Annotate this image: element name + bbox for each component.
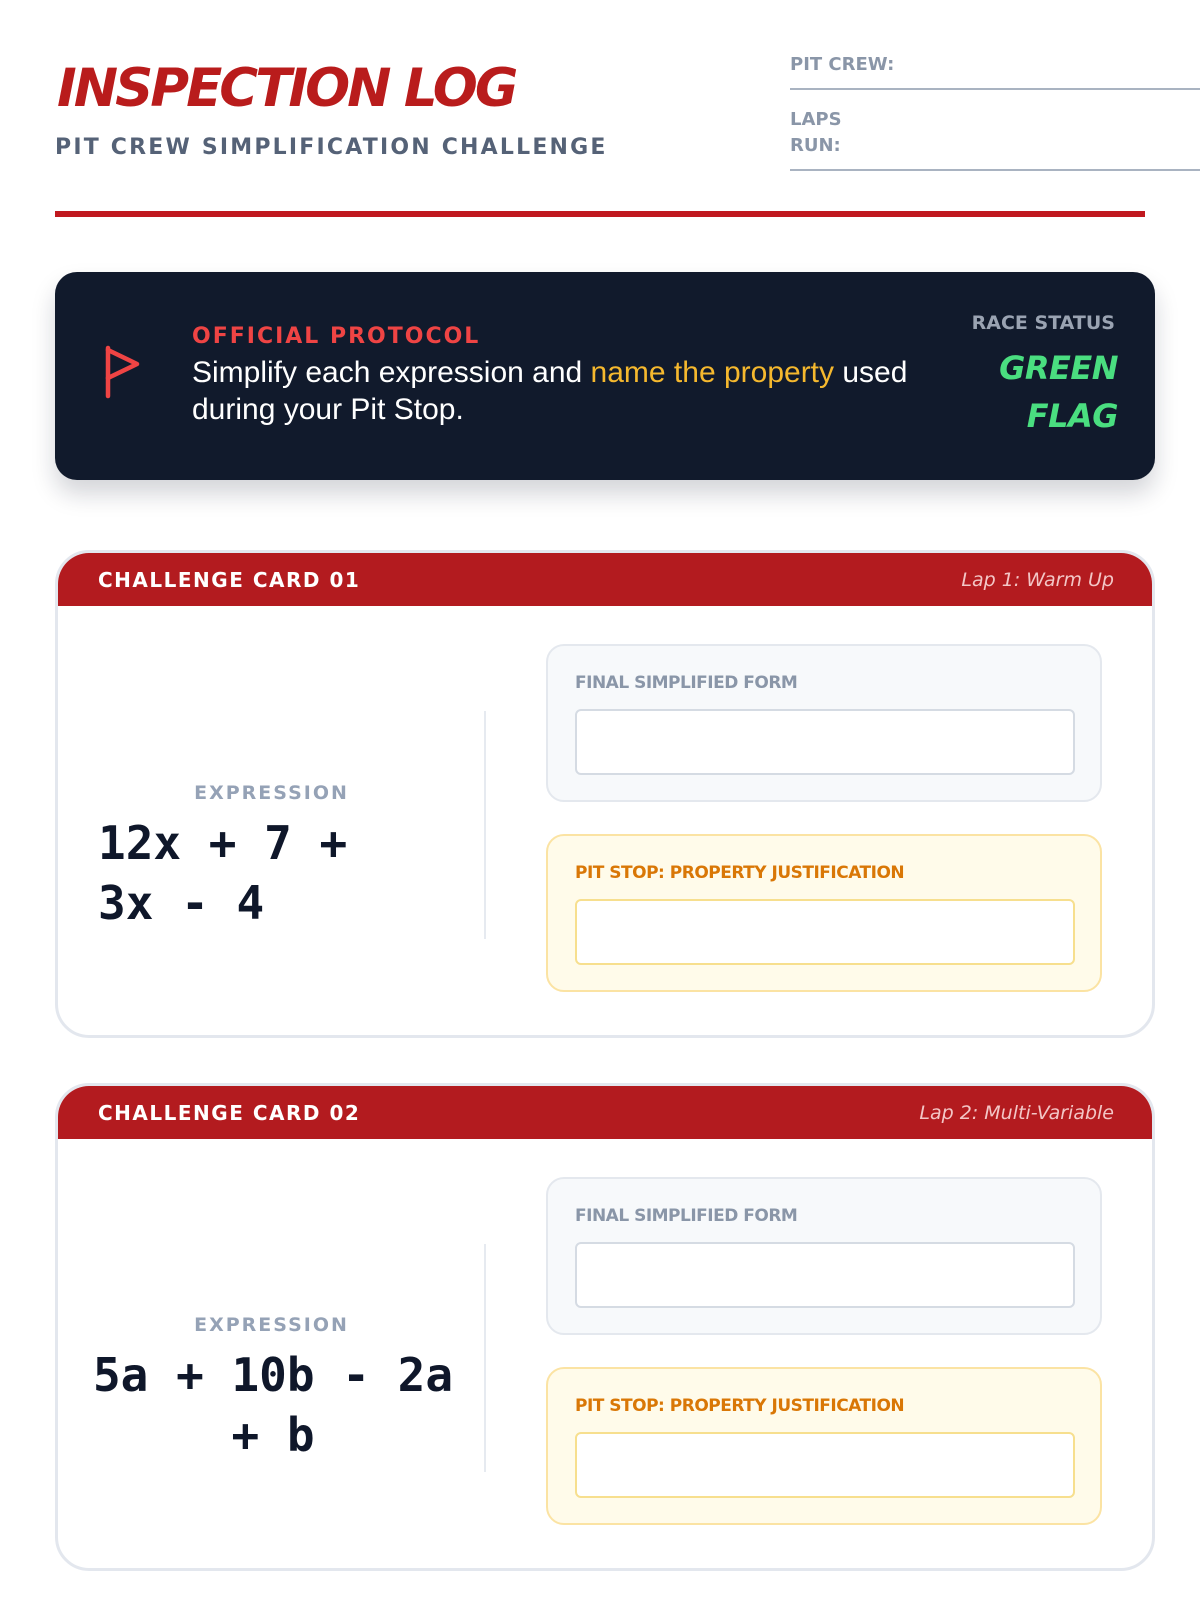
laps-run-label: LAPS RUN: <box>790 109 842 156</box>
final-form-panel <box>546 644 1102 802</box>
protocol-instructions <box>192 354 912 428</box>
challenge-card-02 <box>55 1083 1155 1571</box>
pit-crew-field[interactable] <box>790 52 1200 90</box>
final-form-panel <box>546 1177 1102 1335</box>
protocol-banner <box>55 272 1155 480</box>
race-status-value: GREEN FLAG <box>999 349 1118 435</box>
expression-value: 12x + 7 + 3x - 4 <box>98 816 348 930</box>
expression-column <box>58 1139 485 1568</box>
pit-stop-panel <box>546 1367 1102 1525</box>
card-header <box>58 1086 1152 1139</box>
expression-label: EXPRESSION <box>194 1314 349 1336</box>
expression-label: EXPRESSION <box>194 782 349 804</box>
page-header <box>55 0 1145 220</box>
page-subtitle: PIT CREW SIMPLIFICATION CHALLENGE <box>55 135 608 160</box>
card-title: CHALLENGE CARD 01 <box>98 568 361 592</box>
final-form-answer-box[interactable] <box>575 709 1075 775</box>
instructions-text-end: used during your Pit Stop. <box>192 356 908 426</box>
final-form-label: FINAL SIMPLIFIED FORM <box>575 673 798 693</box>
protocol-kicker: OFFICIAL PROTOCOL <box>192 324 481 349</box>
card-divider <box>484 1244 486 1472</box>
card-header <box>58 553 1152 606</box>
card-lap: Lap 1: Warm Up <box>961 569 1114 591</box>
race-status-label: RACE STATUS <box>971 312 1115 334</box>
final-form-answer-box[interactable] <box>575 1242 1075 1308</box>
card-divider <box>484 711 486 939</box>
expression-column <box>58 606 485 1035</box>
header-divider <box>55 211 1145 217</box>
instructions-highlight: name the property <box>590 356 835 389</box>
card-lap: Lap 2: Multi-Variable <box>919 1102 1114 1124</box>
pit-stop-panel <box>546 834 1102 992</box>
card-title: CHALLENGE CARD 02 <box>98 1101 361 1125</box>
pit-stop-answer-box[interactable] <box>575 899 1075 965</box>
laps-run-field[interactable] <box>790 107 1200 171</box>
pit-stop-answer-box[interactable] <box>575 1432 1075 1498</box>
pit-stop-label: PIT STOP: PROPERTY JUSTIFICATION <box>575 863 905 883</box>
final-form-label: FINAL SIMPLIFIED FORM <box>575 1206 798 1226</box>
pit-stop-label: PIT STOP: PROPERTY JUSTIFICATION <box>575 1396 905 1416</box>
instructions-text-start: Simplify each expression and <box>192 356 591 389</box>
page-title: INSPECTION LOG <box>57 58 516 119</box>
challenge-card-01 <box>55 550 1155 1038</box>
pit-crew-label: PIT CREW: <box>790 54 895 75</box>
flag-icon <box>103 344 143 400</box>
expression-value: 5a + 10b - 2a + b <box>92 1348 454 1462</box>
